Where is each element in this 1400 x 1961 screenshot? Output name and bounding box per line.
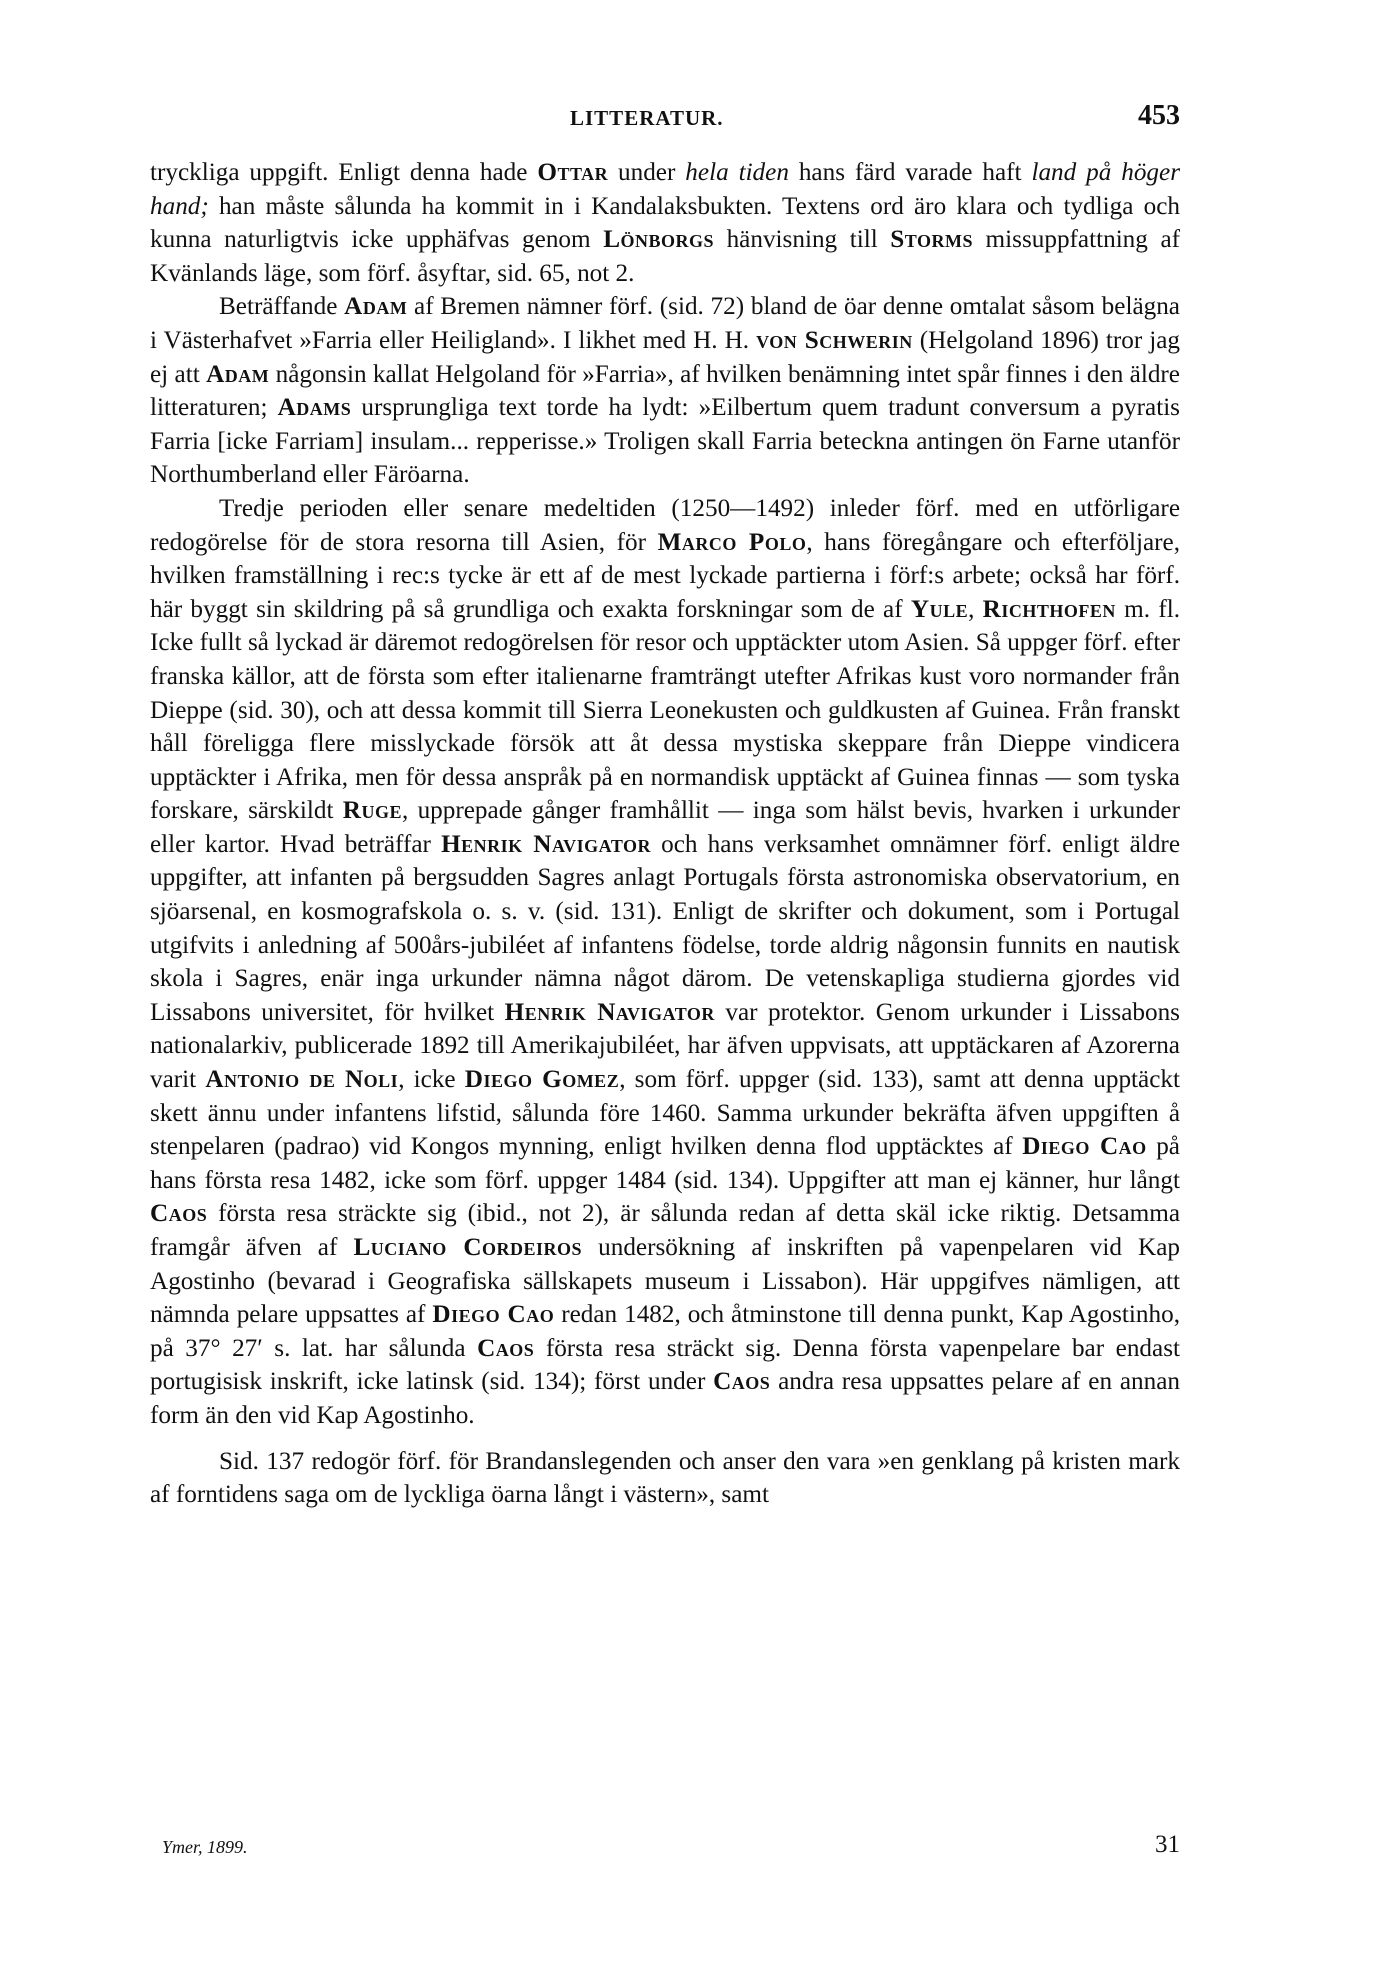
person-name: Luciano Cordeiros bbox=[353, 1234, 583, 1261]
person-name: Diego Cao bbox=[432, 1301, 555, 1329]
person-name: Storms bbox=[890, 226, 973, 254]
text-run: af Bremen nämner förf. (sid. 72) bland de öar denne omtalat såsom belägna i Västerhafvet »Farria eller Heiligland». I likhet med H. H. bbox=[150, 293, 1180, 354]
text-run: , icke bbox=[398, 1066, 465, 1094]
text-run: första resa sträckt sig. Denna första vapenpelare bar endast portugisisk inskrift, icke latinsk (sid. 134); först under bbox=[150, 1334, 1180, 1396]
text-run: hans färd varade haft bbox=[788, 159, 1032, 186]
text-run: var protektor. Genom urkunder i Lissabons nationalarkiv, publicerade 1892 till Amerikajubiléet, har äfven uppvisats, att upptäckaren af Azorerna varit bbox=[150, 998, 1180, 1094]
person-name: Adams bbox=[277, 394, 352, 422]
text-run: m. fl. Icke fullt så lyckad är däremot redogörelsen för resor och upptäckter utom Asien. Så uppger förf. efter franska källor, att de första som efter italienarne framträngt utefter Afrikas kust voro normander från Dieppe (sid. 30), och att dessa kommit till Sierra Leonekusten och guldkusten af Guinea. Från franskt håll föreligga flere misslyckade försök att åt dessa mystiska skeppare från Dieppe vindicera upptäckter i Afrika, men för dessa anspråk på en normandisk upptäckt af Guinea finnas — som tyska forskare, särskildt bbox=[150, 595, 1180, 825]
journal-signature: Ymer, 1899. bbox=[162, 1837, 248, 1857]
text-run: Beträffande bbox=[219, 293, 345, 321]
text-run: tryckliga uppgift. Enligt denna hade bbox=[150, 159, 538, 186]
person-name: Antonio de Noli bbox=[205, 1066, 399, 1094]
person-name: Caos bbox=[713, 1368, 771, 1396]
text-run: redan 1482, och åtminstone till denna punkt, Kap Agostinho, på 37° 27′ s. lat. har sålunda bbox=[150, 1301, 1180, 1362]
paragraph-1 bbox=[150, 156, 1180, 290]
text-run: ursprungliga text torde ha lydt: »Eilbertum quem tradunt conversum a pyratis Farria [icke Farriam] insulam... repperisse.» Troligen skall Farria beteckna antingen ön Farne utanför Northumberland eller Färöarna. bbox=[150, 394, 1180, 489]
person-name: Henrik Navigator bbox=[504, 998, 715, 1026]
text-run: och hans verksamhet omnämner förf. enligt äldre uppgifter, att infanten på bergsudden Sagres anlagt Portugals första astronomiska observatorium, en sjöarsenal, en kosmografskola o. s. v. (sid. 131). Enligt de skrifter och dokument, som i Portugal utgifvits i anledning af 500års-jubiléet af infantens födelse, torde aldrig någonsin funnits en nautisk skola i Sagres, enär inga urkunder nämna något därom. De vetenskapliga studierna gjordes vid Lissabons universitet, för hvilket bbox=[150, 830, 1180, 1026]
person-name: von Schwerin bbox=[756, 326, 913, 354]
text-run: Tredje perioden eller senare medeltiden (1250—1492) inleder förf. med en utförligare redogörelse för de stora resorna till Asien, för bbox=[150, 494, 1180, 556]
text-run: på hans första resa 1482, icke som förf. uppger 1484 (sid. 134). Uppgifter att man ej känner, hur långt bbox=[150, 1133, 1180, 1194]
text-run: , som förf. uppger (sid. 133), samt att denna upptäckt skett ännu under infantens lifstid, sålunda före 1460. Samma urkunder bekräfta äfven uppgiften å stenpelaren (padrao) vid Kongos mynning, enligt hvilken denna flod upptäcktes af bbox=[150, 1066, 1180, 1161]
paragraph-3 bbox=[150, 492, 1180, 1433]
person-name: Henrik Navigator bbox=[441, 830, 652, 858]
page-number: 453 bbox=[1138, 100, 1180, 131]
person-name: Caos bbox=[150, 1200, 208, 1228]
text-run: första resa sträckte sig (ibid., not 2), är sålunda redan af detta skäl icke riktig. Detsamma framgår äfven af bbox=[150, 1200, 1180, 1261]
running-title: LITTERATUR. bbox=[570, 106, 724, 130]
text-run: (Helgoland 1896) tror jag ej att bbox=[150, 326, 1180, 388]
person-name: Diego Gomez bbox=[464, 1066, 620, 1094]
text-run: någonsin kallat Helgoland för »Farria», af hvilken benämning intet spår finnes i den äldre litteraturen; bbox=[150, 360, 1180, 422]
text-run: , bbox=[968, 595, 983, 623]
emphasis-text: land på höger hand; bbox=[150, 159, 1180, 220]
person-name: Yule bbox=[910, 595, 969, 623]
paragraph-4 bbox=[150, 1445, 1180, 1512]
text-run: han måste sålunda ha kommit in i Kandalaksbukten. Textens ord äro klara och tydliga och kunna naturligtvis icke upphäfvas genom bbox=[150, 192, 1180, 254]
person-name: Richthofen bbox=[982, 595, 1116, 623]
person-name: Adam bbox=[344, 293, 408, 321]
text-run: andra resa uppsattes pelare af en annan form än den vid Kap Agostinho. bbox=[150, 1368, 1180, 1429]
person-name: Ruge bbox=[342, 797, 402, 825]
text-run: undersökning af inskriften på vapenpelaren vid Kap Agostinho (bevarad i Geografiska sällskapets museum i Lissabon). Här uppgifves nämligen, att nämnda pelare uppsattes af bbox=[150, 1234, 1180, 1329]
text-run: Sid. 137 redogör förf. för Brandanslegenden och anser den vara »en genklang på kristen mark af forntidens saga om de lyckliga öarna långt i västern», samt bbox=[150, 1447, 1180, 1509]
page-header bbox=[150, 96, 1180, 142]
text-run: hänvisning till bbox=[714, 226, 891, 254]
body-text bbox=[150, 156, 1180, 1512]
person-name: Lönborgs bbox=[603, 226, 715, 254]
person-name: Caos bbox=[477, 1334, 535, 1362]
paragraph-2 bbox=[150, 290, 1180, 492]
document-page bbox=[150, 96, 1181, 1858]
person-name: Diego Cao bbox=[1022, 1133, 1147, 1161]
person-name: Ottar bbox=[537, 159, 609, 186]
emphasis-text: hela tiden bbox=[685, 159, 789, 186]
sheet-signature: 31 bbox=[1155, 1831, 1180, 1858]
page-footer bbox=[150, 1831, 1180, 1871]
text-run: , hans föregångare och efterföljare, hvilken framställning i rec:s tycke är ett af de mest lyckade partierna i förf:s arbete; också har förf. här byggt sin skildring på så grundliga och exakta forskningar som de af bbox=[150, 528, 1180, 623]
person-name: Adam bbox=[206, 360, 270, 388]
person-name: Marco Polo bbox=[657, 528, 807, 556]
text-run: missuppfattning af Kvänlands läge, som förf. åsyftar, sid. 65, not 2. bbox=[150, 226, 1181, 287]
text-run: , upprepade gånger framhållit — inga som hälst bevis, hvarken i urkunder eller kartor. Hvad beträffar bbox=[150, 797, 1180, 858]
text-run: under bbox=[608, 159, 686, 186]
